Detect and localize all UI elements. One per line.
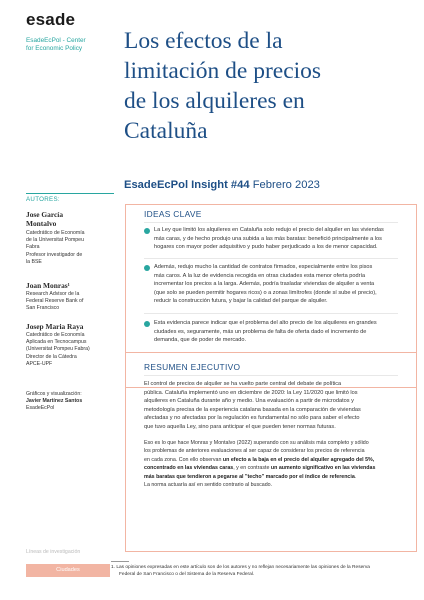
author-role: Catedrático de Economía Aplicada en Tecnocampus (Universitat Pompeu Fabra) Director de la Cátedra APCE-UPF xyxy=(26,332,90,367)
author-garcia-montalvo xyxy=(26,210,118,266)
author-name: Joan Monras¹ xyxy=(26,281,70,290)
author-role: Research Advisor de la Federal Reserve Bank of San Francisco xyxy=(26,291,84,312)
key-ideas-rule xyxy=(144,222,398,223)
bullet-dot-icon xyxy=(144,321,150,327)
summary-paragraph-1: El control de precios de alquiler se ha vuelto parte central del debate de política pública. Cataluña implementó uno en diciembre de 2020: la Ley 11/2020 que limitó los alquileres en Cataluña durante año y medio. Una evaluación a partir de microdatos y metodología precisa de la experiencia catalana basada en la comparación de viviendas afectadas y no afectadas por la regulación es fundamental no sólo para saber el efecto que tuvo aquella Ley, sino para anticipar el que pueden tener normas futuras. xyxy=(144,381,361,430)
author-name: Josep Maria Raya xyxy=(26,322,84,331)
key-ideas-separator xyxy=(144,258,398,259)
key-idea-3: Esta evidencia parece indicar que el problema del alto precio de los alquileres en grandes ciudades es, seguramente, más un problema de falta de oferta dado el incremento de demanda, que de poder de mercado. xyxy=(144,319,402,345)
key-ideas-separator xyxy=(144,313,398,314)
research-lines-label: Líneas de investigación xyxy=(26,549,81,555)
key-idea-1: La Ley que limitó los alquileres en Cataluña solo redujo el precio del alquiler en las viviendas más caras, y de hecho produjo una subida a las más baratas: benefició principalmente a los hogares con mayor poder adquisitivo y pudo haber perjudicado a los de menor capacidad. xyxy=(144,226,402,252)
key-idea-2: Además, redujo mucho la cantidad de contratos firmados, especialmente entre los pisos más caros. A la luz de evidencia recogida en otras ciudades esta menor oferta podría incrementar los precios a la larga. Además, podría trasladar viviendas de alquiler a venta (que solo se pueden permitir hogares ricos) o a zonas limítrofes (donde sí sube el precio), reducir la construcción futura, y bajar la calidad del parque de alquiler. xyxy=(144,263,402,306)
research-line-pill[interactable]: Ciudades xyxy=(26,564,110,577)
footnote-rule xyxy=(111,561,129,562)
page-title: Los efectos de la limitación de precios de los alquileres en Cataluña xyxy=(124,28,322,144)
executive-summary-rule xyxy=(144,375,398,376)
key-ideas-heading: IDEAS CLAVE xyxy=(144,209,202,219)
author-raya xyxy=(26,322,118,368)
authors-divider xyxy=(26,193,114,194)
org-line-2: for Economic Policy xyxy=(26,45,83,52)
authors-heading: AUTORES: xyxy=(26,196,60,203)
bullet-dot-icon xyxy=(144,265,150,271)
author-name: Jose García Montalvo xyxy=(26,210,64,228)
insight-number: EsadeEcPol Insight #44 Febrero 2023 xyxy=(124,179,320,191)
summary-paragraph-2: Eso es lo que hace Monras y Montalvo (2022) superando con su análisis más completo y sólido los problemas de anteriores evaluaciones al ser capaz de considerar los precios de referencia en cada zona. Con ello observan un efecto a la baja en el precio del alquiler agregado del 5%, concentrado en las viviendas caras, y en contraste un aumento significativo en las viviendas más baratas que tendieron a pegarse al "techo" marcado por el índice de referencia. La norma actuaría así en sentido contrario al buscado. xyxy=(144,440,376,489)
org-line-1: EsadeEcPol - Center xyxy=(26,37,86,44)
executive-summary-heading: RESUMEN EJECUTIVO xyxy=(144,362,241,372)
author-role: Catedrático de Economía de la Universitat Pompeu Fabra Profesor investigador de la BSE xyxy=(26,230,85,265)
author-monras xyxy=(26,281,118,313)
bullet-dot-icon xyxy=(144,228,150,234)
esade-logo: esade xyxy=(26,10,76,29)
graphics-credit: Gráficos y visualización: Javier Martínez Santos EsadeEcPol xyxy=(26,391,83,412)
org-name xyxy=(26,37,121,53)
footnote: 1. Las opiniones expresadas en este artículo son de los autores y no reflejan necesariamente las opiniones de la Reserva Federal de San Francisco o del Sistema de la Reserva Federal. xyxy=(111,565,370,577)
